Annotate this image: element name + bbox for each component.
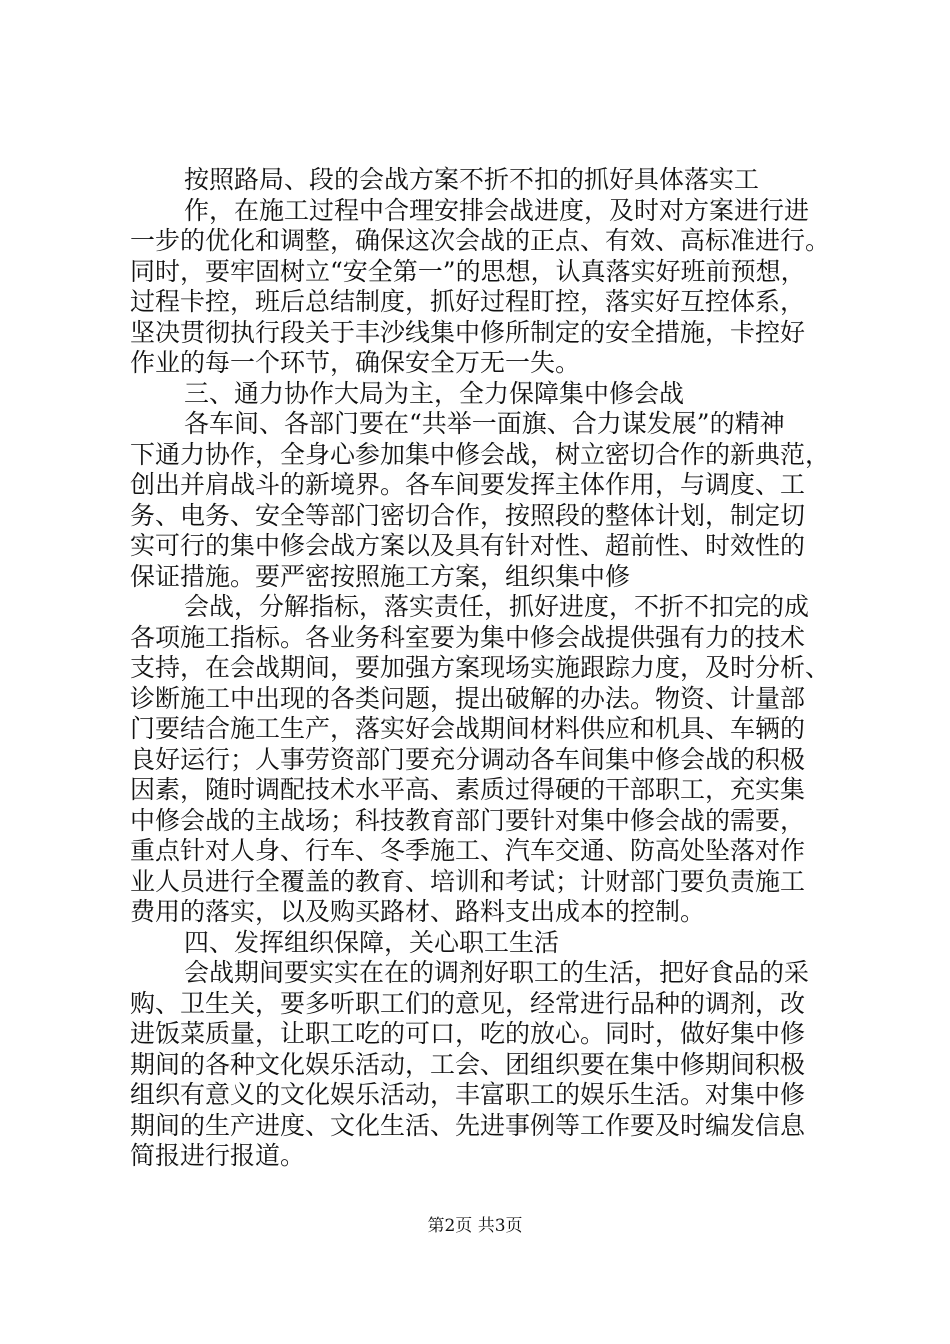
text-line: 费用的落实，以及购买路材、路料支出成本的控制。 xyxy=(130,897,706,926)
text-line: 购、卫生关，要多听职工们的意见，经常进行品种的调剂，改 xyxy=(130,988,806,1018)
text-line: 作业的每一个环节，确保安全万无一失。 xyxy=(130,348,581,377)
text-line: 组织有意义的文化娱乐活动，丰富职工的娱乐生活。对集中修 xyxy=(130,1080,806,1109)
text-line: 创出并肩战斗的新境界。各车间要发挥主体作用，与调度、工 xyxy=(130,470,806,499)
text-line: 实可行的集中修会战方案以及具有针对性、超前性、时效性的 xyxy=(130,531,806,560)
text-line: 同时，要牢固树立“安全第一”的思想，认真落实好班前预想， xyxy=(130,256,806,286)
text-line: 支持，在会战期间，要加强方案现场实施跟踪力度，及时分析、 xyxy=(130,653,831,682)
text-line: 各车间、各部门要在“共举一面旗、合力谋发展”的精神 xyxy=(184,409,785,438)
text-line: 会战，分解指标，落实责任，抓好进度，不折不扣完的成 xyxy=(184,592,810,621)
text-line: 简报进行报道。 xyxy=(130,1141,306,1170)
text-line: 进饭菜质量，让职工吃的可口，吃的放心。同时，做好集中修 xyxy=(130,1019,806,1048)
text-line: 因素，随时调配技术水平高、素质过得硬的干部职工，充实集 xyxy=(130,775,806,804)
text-line: 良好运行；人事劳资部门要充分调动各车间集中修会战的积极 xyxy=(130,744,806,774)
text-line: 期间的生产进度、文化生活、先进事例等工作要及时编发信息 xyxy=(130,1110,806,1140)
text-line: 下通力协作，全身心参加集中修会战，树立密切合作的新典范， xyxy=(130,439,831,469)
text-line: 重点针对人身、行车、冬季施工、汽车交通、防高处坠落对作 xyxy=(130,836,806,865)
text-line: 会战期间要实实在在的调剂好职工的生活，把好食品的采 xyxy=(184,958,810,987)
text-line: 各项施工指标。各业务科室要为集中修会战提供强有力的技术 xyxy=(130,622,806,652)
text-line: 门要结合施工生产，落实好会战期间材料供应和机具、车辆的 xyxy=(130,714,806,743)
text-line: 保证措施。要严密按照施工方案，组织集中修 xyxy=(130,561,631,591)
text-line: 一步的优化和调整，确保这次会战的正点、有效、高标准进行。 xyxy=(130,226,831,255)
text-line: 务、电务、安全等部门密切合作，按照段的整体计划，制定切 xyxy=(130,500,806,530)
text-line: 中修会战的主战场；科技教育部门要针对集中修会战的需要， xyxy=(130,805,806,835)
text-line: 按照路局、段的会战方案不折不扣的抓好具体落实工 xyxy=(184,165,760,194)
text-line: 期间的各种文化娱乐活动，工会、团组织要在集中修期间积极 xyxy=(130,1049,806,1079)
text-line: 诊断施工中出现的各类问题，提出破解的办法。物资、计量部 xyxy=(130,683,806,713)
section-heading: 四、发挥组织保障，关心职工生活 xyxy=(184,927,560,957)
text-line: 坚决贯彻执行段关于丰沙线集中修所制定的安全措施，卡控好 xyxy=(130,317,806,347)
text-line: 业人员进行全覆盖的教育、培训和考试；计财部门要负责施工 xyxy=(130,866,806,896)
section-heading: 三、通力协作大局为主，全力保障集中修会战 xyxy=(184,378,685,408)
text-line: 作，在施工过程中合理安排会战进度，及时对方案进行进 xyxy=(184,195,810,225)
page-footer: 第2页 共3页 xyxy=(427,1216,523,1236)
text-line: 过程卡控，班后总结制度，抓好过程盯控，落实好互控体系， xyxy=(130,287,806,316)
